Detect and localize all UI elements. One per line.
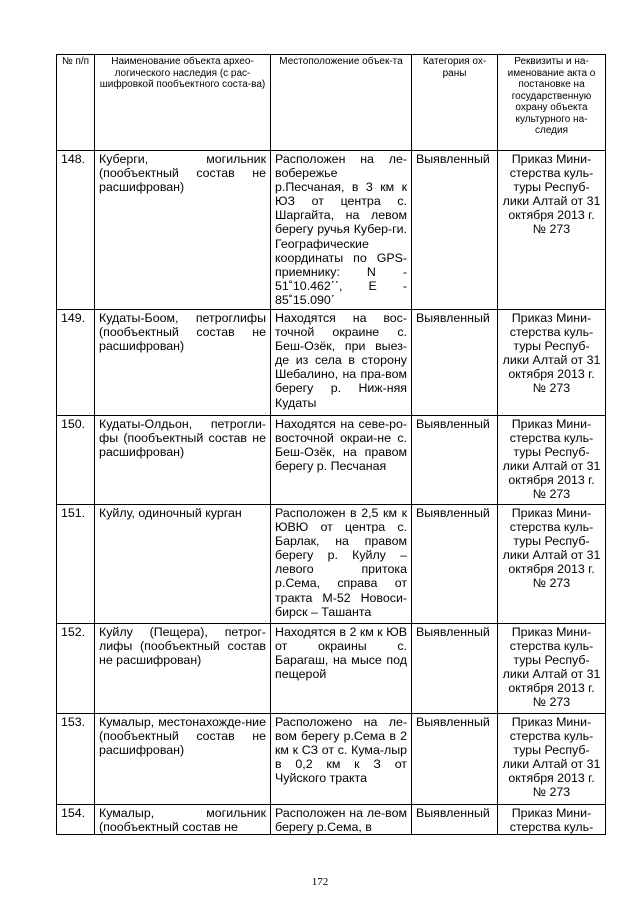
row-category: Выявленный	[412, 151, 498, 310]
row-name: Куйлу (Пещера), петрог-лифы (пообъектный состав не расшифрован)	[95, 624, 271, 714]
table-row	[57, 151, 606, 310]
table-row	[57, 714, 606, 805]
row-num: 150.	[57, 416, 95, 505]
row-name: Куйлу, одиночный курган	[95, 505, 271, 624]
row-location: Расположен на ле-вобережье р.Песчаная, в 3 км к ЮЗ от центра с. Шаргайта, на левом берегу ручья Кубер-ги. Географические координаты по GPS-приемнику: N - 51˚10.462΄΄, E - 85˚15.090΄	[271, 151, 412, 310]
header-category: Категория ох-раны	[412, 55, 498, 151]
row-act: Приказ Мини-стерства куль-туры Респуб-лики Алтай от 31 октября 2013 г. № 273	[498, 624, 606, 714]
row-act: Приказ Мини-стерства куль-туры Респуб-лики Алтай от 31 октября 2013 г. № 273	[498, 416, 606, 505]
header-act: Реквизиты и на-именование акта о постановке на государственную охрану объекта культурного на-следия	[498, 55, 606, 151]
row-act: Приказ Мини-стерства куль-туры Респуб-лики Алтай от 31 октября 2013 г. № 273	[498, 714, 606, 805]
row-location: Расположено на ле-вом берегу р.Сема в 2 км к СЗ от с. Кума-лыр в 0,2 км к З от Чуйского тракта	[271, 714, 412, 805]
row-name: Кудаты-Боом, петроглифы (пообъектный состав не расшифрован)	[95, 310, 271, 416]
row-name: Кудаты-Олдьон, петрогли-фы (пообъектный состав не расшифрован)	[95, 416, 271, 505]
table-row	[57, 416, 606, 505]
table-row	[57, 805, 606, 835]
header-name: Наименование объекта архео-логического наследия (с рас-шифровкой пообъектного соста-ва)	[95, 55, 271, 151]
row-category: Выявленный	[412, 624, 498, 714]
row-location: Расположен в 2,5 км к ЮВЮ от центра с. Барлак, на правом берегу р. Куйлу – левого притока р.Сема, справа от тракта М-52 Новоси-бирск – Ташанта	[271, 505, 412, 624]
row-num: 154.	[57, 805, 95, 835]
table-row	[57, 310, 606, 416]
row-location: Находятся в 2 км к ЮВ от окраины с. Барагаш, на мысе под пещерой	[271, 624, 412, 714]
row-location: Находятся на вос-точной окраине с. Беш-Озёк, при выез-де из села в сторону Шебалино, на пра-вом берегу р. Ниж-няя Кудаты	[271, 310, 412, 416]
table-row	[57, 505, 606, 624]
row-act: Приказ Мини-стерства куль-туры Респуб-лики Алтай от 31 октября 2013 г. № 273	[498, 505, 606, 624]
page-number: 172	[311, 876, 329, 888]
row-location: Расположен на ле-вом берегу р.Сема, в	[271, 805, 412, 835]
row-act: Приказ Мини-стерства куль-туры Респуб-лики Алтай от 31 октября 2013 г. № 273	[498, 151, 606, 310]
row-name: Куберги, могильник (пообъектный состав не расшифрован)	[95, 151, 271, 310]
row-category: Выявленный	[412, 714, 498, 805]
header-location: Местоположение объек-та	[271, 55, 412, 151]
row-location: Находятся на севе-ро-восточной окраи-не с. Беш-Озёк, на правом берегу р. Песчаная	[271, 416, 412, 505]
row-category: Выявленный	[412, 310, 498, 416]
row-num: 153.	[57, 714, 95, 805]
row-act: Приказ Мини-стерства куль-туры Респуб-лики Алтай от 31 октября 2013 г. № 273	[498, 310, 606, 416]
row-act: Приказ Мини-стерства куль-	[498, 805, 606, 835]
row-category: Выявленный	[412, 416, 498, 505]
heritage-registry-table	[56, 54, 606, 835]
row-name: Кумалыр, могильник (пообъектный состав не	[95, 805, 271, 835]
table-row	[57, 624, 606, 714]
table-header-row	[57, 55, 606, 151]
row-category: Выявленный	[412, 805, 498, 835]
row-name: Кумалыр, местонахожде-ние (пообъектный состав не расшифрован)	[95, 714, 271, 805]
row-num: 152.	[57, 624, 95, 714]
row-num: 149.	[57, 310, 95, 416]
row-num: 151.	[57, 505, 95, 624]
row-num: 148.	[57, 151, 95, 310]
header-num: № п/п	[57, 55, 95, 151]
row-category: Выявленный	[412, 505, 498, 624]
